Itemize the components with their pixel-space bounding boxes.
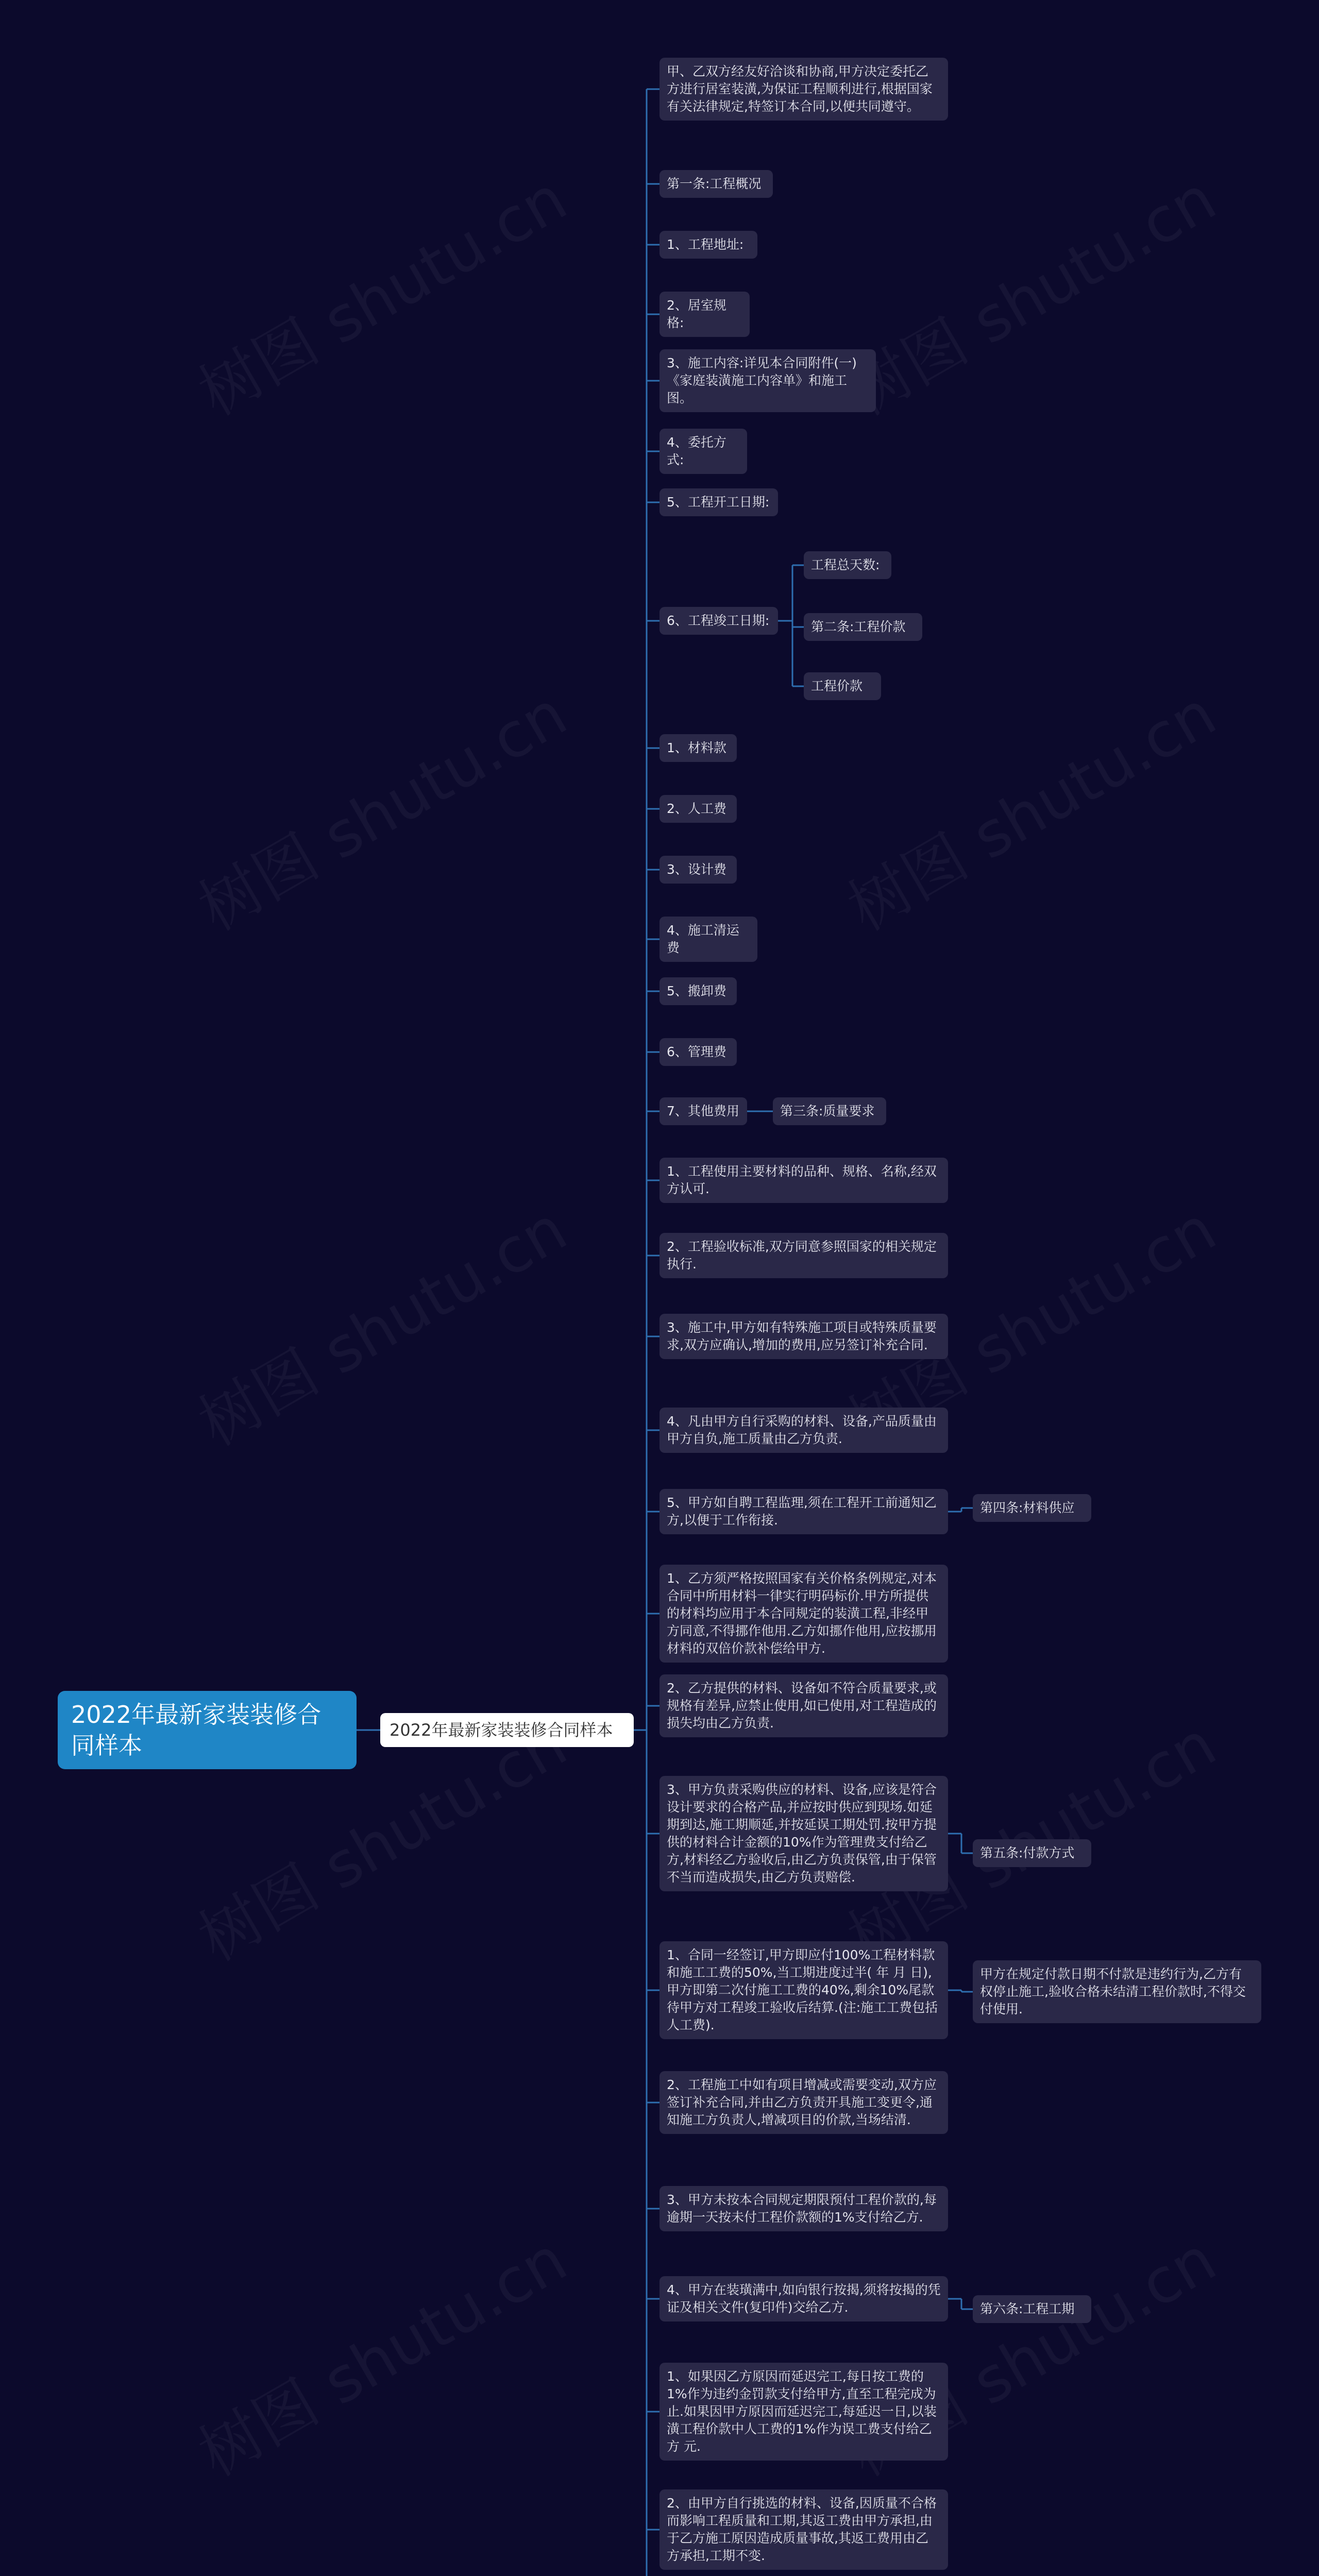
topic-item[interactable]: 3、甲方未按本合同规定期限预付工程价款的,每逾期一天按未付工程价款额的1%支付给乙方.	[660, 2186, 948, 2231]
topic-item[interactable]: 1、材料款	[660, 734, 737, 762]
topic-item[interactable]: 2、工程施工中如有项目增减或需要变动,双方应签订补充合同,并由乙方负责开具施工变更令,通知施工方负责人,增减项目的价款,当场结清.	[660, 2071, 948, 2134]
subtopic-item[interactable]: 第二条:工程价款	[804, 613, 922, 641]
topic-item[interactable]: 4、委托方式:	[660, 429, 747, 474]
topic-item[interactable]: 3、甲方负责采购供应的材料、设备,应该是符合设计要求的合格产品,并应按时供应到现场.如延期到达,施工期顺延,并按延误工期处罚.按甲方提供的材料合计金额的10%作为管理费支付给乙方,材料经乙方验收后,由乙方负责保管,由于保管不当而造成损失,由乙方负责赔偿.	[660, 1776, 948, 1891]
topic-item[interactable]: 5、工程开工日期:	[660, 488, 778, 516]
topic-item[interactable]: 4、甲方在装璜满中,如向银行按揭,须将按揭的凭证及相关文件(复印件)交给乙方.	[660, 2276, 948, 2321]
topic-item[interactable]: 甲、乙双方经友好洽谈和协商,甲方决定委托乙方进行居室装潢,为保证工程顺利进行,根据国家有关法律规定,特签订本合同,以便共同遵守。	[660, 58, 948, 121]
topic-item[interactable]: 2、由甲方自行挑选的材料、设备,因质量不合格而影响工程质量和工期,其返工费由甲方承担,由于乙方施工原因造成质量事故,其返工费用由乙方承担,工期不变.	[660, 2489, 948, 2570]
subtopic-item[interactable]: 工程总天数:	[804, 551, 891, 579]
subtopic-item[interactable]: 工程价款	[804, 672, 881, 700]
topic-item[interactable]: 6、工程竣工日期:	[660, 607, 778, 635]
topic-item[interactable]: 3、施工中,甲方如有特殊施工项目或特殊质量要求,双方应确认,增加的费用,应另签订补充合同.	[660, 1314, 948, 1359]
topic-item[interactable]: 2、乙方提供的材料、设备如不符合质量要求,或规格有差异,应禁止使用,如已使用,对工程造成的损失均由乙方负责.	[660, 1674, 948, 1737]
topic-item[interactable]: 1、乙方须严格按照国家有关价格条例规定,对本合同中所用材料一律实行明码标价.甲方所提供的材料均应用于本合同规定的装潢工程,非经甲方同意,不得挪作他用.乙方如挪作他用,应按挪用材料的双倍价款补偿给甲方.	[660, 1565, 948, 1663]
central-topic[interactable]: 2022年最新家装装修合同样本	[380, 1713, 634, 1747]
topic-item[interactable]: 1、合同一经签订,甲方即应付100%工程材料款和施工工费的50%,当工期进度过半( 年 月 日),甲方即第二次付施工工费的40%,剩余10%尾款待甲方对工程竣工验收后结算.(注:施工工费包括人工费).	[660, 1941, 948, 2039]
subtopic-item[interactable]: 第三条:质量要求	[773, 1097, 886, 1125]
topic-item[interactable]: 2、居室规格:	[660, 292, 750, 337]
subtopic-item[interactable]: 甲方在规定付款日期不付款是违约行为,乙方有权停止施工,验收合格未结清工程价款时,不得交付使用.	[973, 1960, 1261, 2023]
topic-item[interactable]: 4、凡由甲方自行采购的材料、设备,产品质量由甲方自负,施工质量由乙方负责.	[660, 1408, 948, 1453]
subtopic-item[interactable]: 第六条:工程工期	[973, 2295, 1091, 2323]
topic-item[interactable]: 6、管理费	[660, 1038, 737, 1066]
topic-item[interactable]: 5、搬卸费	[660, 977, 737, 1005]
topic-item[interactable]: 2、工程验收标准,双方同意参照国家的相关规定执行.	[660, 1233, 948, 1278]
subtopic-item[interactable]: 第四条:材料供应	[973, 1494, 1091, 1522]
topic-item[interactable]: 1、工程使用主要材料的品种、规格、名称,经双方认可.	[660, 1158, 948, 1203]
subtopic-item[interactable]: 第五条:付款方式	[973, 1839, 1091, 1867]
root-topic[interactable]: 2022年最新家装装修合同样本	[58, 1691, 357, 1769]
topic-item[interactable]: 3、设计费	[660, 856, 737, 884]
topic-item[interactable]: 1、如果因乙方原因而延迟完工,每日按工费的1%作为违约金罚款支付给甲方,直至工程完成为止.如果因甲方原因而延迟完工,每延迟一日,以装潢工程价款中人工费的1%作为误工费支付给乙方 元.	[660, 2363, 948, 2461]
topic-item[interactable]: 7、其他费用	[660, 1097, 747, 1125]
topic-item[interactable]: 5、甲方如自聘工程监理,须在工程开工前通知乙方,以便于工作衔接.	[660, 1489, 948, 1534]
topic-item[interactable]: 4、施工清运费	[660, 917, 757, 962]
topic-item[interactable]: 1、工程地址:	[660, 231, 757, 259]
topic-item[interactable]: 3、施工内容:详见本合同附件(一)《家庭装潢施工内容单》和施工图。	[660, 349, 876, 412]
topic-item[interactable]: 2、人工费	[660, 795, 737, 823]
topic-item[interactable]: 第一条:工程概况	[660, 170, 773, 198]
